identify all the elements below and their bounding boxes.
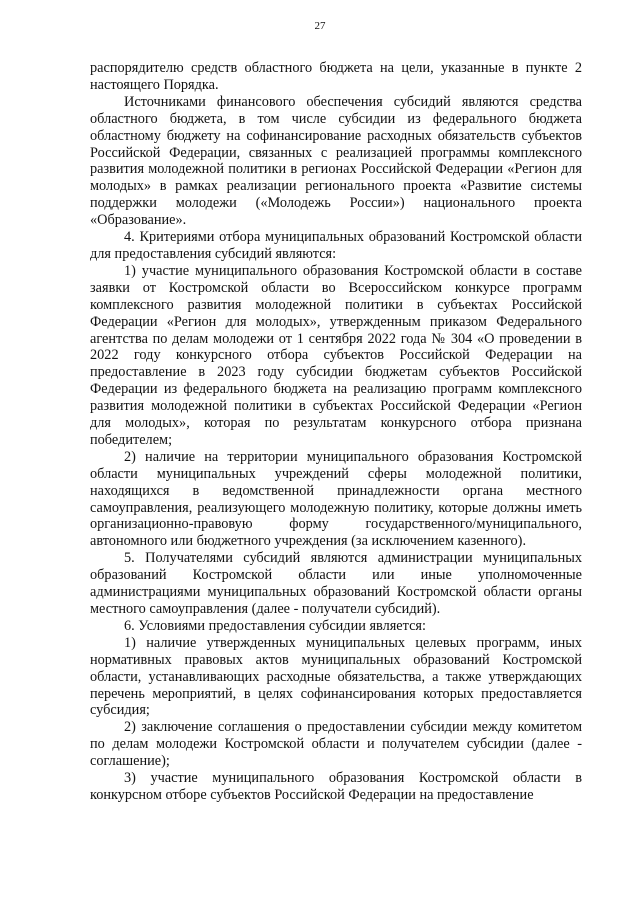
paragraph-condition-3: 3) участие муниципального образования Костромской области в конкурсном отборе субъектов Российской Федерации на предоставление xyxy=(90,770,582,803)
paragraph-continuation: распорядителю средств областного бюджета на цели, указанные в пункте 2 настоящего Порядка. xyxy=(90,60,582,93)
paragraph-recipients: 5. Получателями субсидий являются администрации муниципальных образований Костромской области или иные уполномоченные администрациями муниципальных образований Костромской области органы местного самоуправления (далее - получатели субсидий). xyxy=(90,550,582,617)
document-body xyxy=(90,60,582,804)
paragraph-condition-2: 2) заключение соглашения о предоставлении субсидии между комитетом по делам молодежи Костромской области и получателем субсидии (далее - соглашение); xyxy=(90,719,582,770)
paragraph-criterion-2: 2) наличие на территории муниципального образования Костромской области муниципальных учреждений сферы молодежной политики, находящихся в ведомственной принадлежности органа местного самоуправления, реализующего молодежную политику, которые должны иметь организационно-правовую форму государственного/муниципального, автономного или бюджетного учреждения (за исключением казенного). xyxy=(90,448,582,550)
paragraph-funding-sources: Источниками финансового обеспечения субсидий являются средства областного бюджета, в том числе субсидии из федерального бюджета областному бюджету на софинансирование расходных обязательств субъектов Российской Федерации, связанных с реализацией программы комплексного развития молодежной политики в регионах Российской Федерации «Регион для молодых» в рамках реализации регионального проекта «Развитие системы поддержки молодежи («Молодежь России») национального проекта «Образование». xyxy=(90,93,582,229)
paragraph-criterion-1: 1) участие муниципального образования Костромской области в составе заявки от Костромской области во Всероссийском конкурсе программ комплексного развития молодежной политики в субъектах Российской Федерации «Регион для молодых», утвержденным приказом Федерального агентства по делам молодежи от 1 сентября 2022 года № 304 «О проведении в 2022 году конкурсного отбора субъектов Российской Федерации на предоставление в 2023 году субсидии бюджетам субъектов Российской Федерации из федерального бюджета на реализацию программ комплексного развития молодежной политики в субъектах Российской Федерации «Регион для молодых», которая по результатам конкурсного отбора признана победителем; xyxy=(90,262,582,448)
paragraph-criteria-heading: 4. Критериями отбора муниципальных образований Костромской области для предоставления субсидий являются: xyxy=(90,229,582,262)
paragraph-conditions-heading: 6. Условиями предоставления субсидии является: xyxy=(124,617,426,634)
page-number: 27 xyxy=(314,20,326,32)
paragraph-condition-1: 1) наличие утвержденных муниципальных целевых программ, иных нормативных правовых актов муниципальных образований Костромской области, устанавливающих расходные обязательства, а также утверждающих перечень мероприятий, в целях софинансирования которых предоставляется субсидия; xyxy=(90,634,582,719)
